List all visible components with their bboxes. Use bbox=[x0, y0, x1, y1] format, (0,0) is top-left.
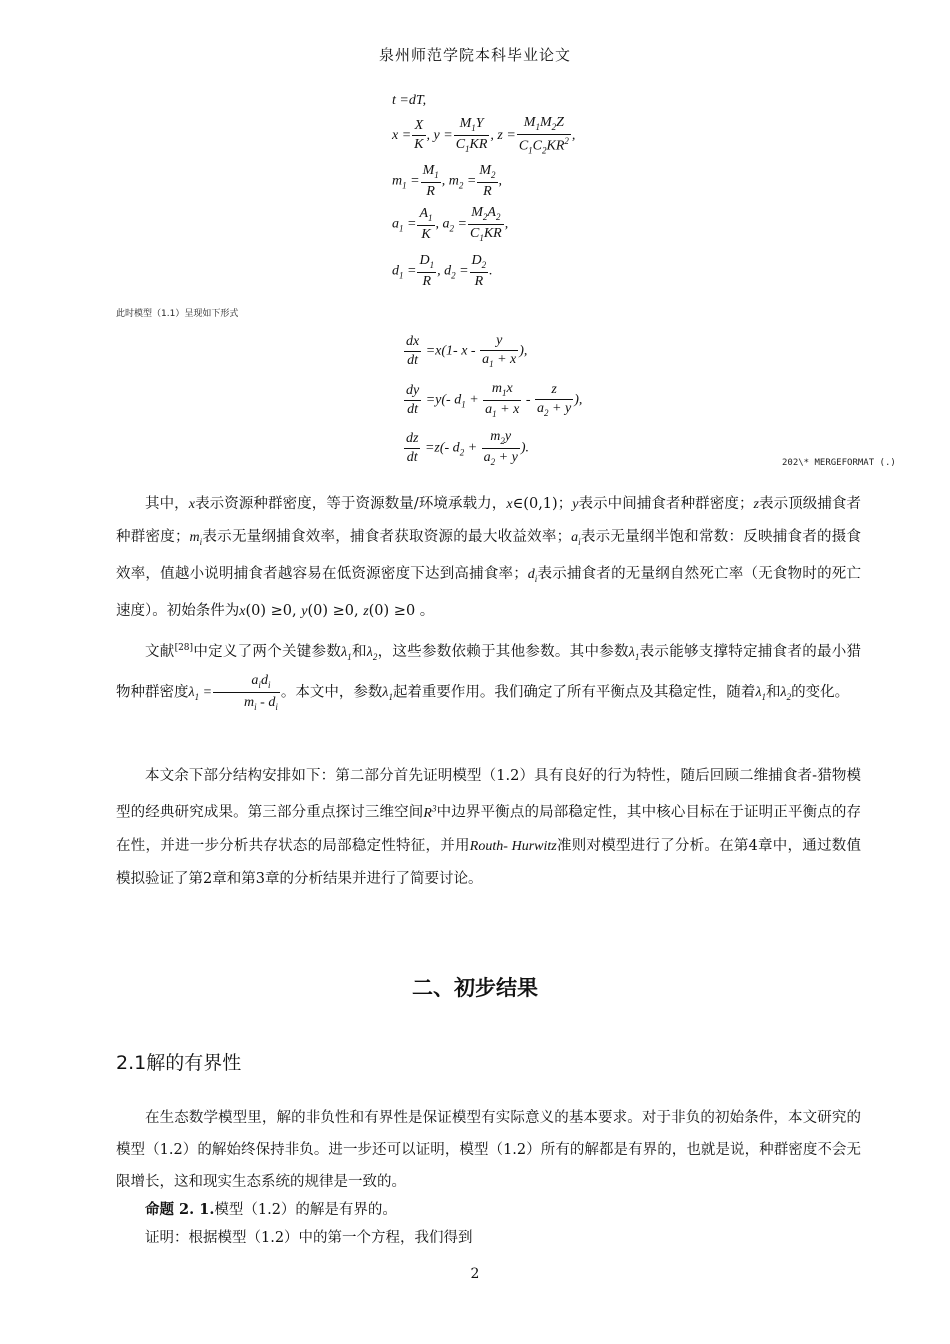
para-boundedness: 在生态数学模型里，解的非负性和有界性是保证模型有实际意义的基本要求。对于非负的初始条件，本文研究的模型（1.2）的解始终保持非负。进一步还可以证明，模型（1.2）所有的解都是有界的，也就是说，种群密度不会无限增长，这和现实生态系统的规律是一致的。 bbox=[116, 1110, 861, 1190]
equation-number: 202\* MERGEFORMAT (.) bbox=[782, 458, 896, 468]
para-variable-definitions: 其中，x表示资源种群密度，等于资源数量/环境承载力，x∈(0,1)；y表示中间捕食者种群密度；z表示顶级捕食者种群密度；$m_i$表示无量纲捕食效率，捕食者获取资源的最大收益效率；$a_i$表示无量纲半饱和常数：反映捕食者的摄食效率，值越小说明捕食者越容易在低资源密度下达到高捕食率；$d_i$表示捕食者的无量纲自然死亡率（无食物时的死亡速度）。初始条件为x(0) ≥0, y(0) ≥0, z(0) ≥0 。 bbox=[116, 496, 862, 619]
ode-dx: $\frac{dx}{dt}$ =x(1- x - $\frac{y}{a_1 + x}$ ), bbox=[406, 333, 528, 369]
eq-t: t =dT, bbox=[392, 93, 427, 108]
proposition: 命题 2. 1.模型（1.2）的解是有界的。 bbox=[145, 1201, 397, 1218]
section-title: 二、初步结果 bbox=[412, 976, 538, 1000]
eq-a: $a_1$ = $\frac{A_1}{K}$ , $a_2$ = $\frac{M_2A_2}{C_1KR}$ , bbox=[392, 205, 509, 243]
proposition-label: 命题 2. 1. bbox=[145, 1201, 215, 1218]
page-header: 泉州师范学院本科毕业论文 bbox=[378, 46, 571, 64]
eq-xyz: x = $\frac{X}{K}$ , y = $\frac{M_1Y}{C_1KR}$ , z = $\frac{M_1M_2Z}{C_1C_2KR^2}$ , bbox=[392, 115, 576, 156]
proof-start: 证明：根据模型（1.2）中的第一个方程，我们得到 bbox=[145, 1230, 473, 1246]
eq-m: $m_1$ = $\frac{M_1}{R}$ , $m_2$ = $\frac{M_2}{R}$ , bbox=[392, 163, 502, 199]
para-paper-structure: 本文余下部分结构安排如下：第二部分首先证明模型（1.2）具有良好的行为特性，随后回顾二维捕食者-猎物模型的经典研究成果。第三部分重点探讨三维空间$R^3$中边界平衡点的局部稳定性，其中核心目标在于证明正平衡点的存在性，并进一步分析共存状态的局部稳定性特征，并用Routh- Hurwitz准则对模型进行了分析。在第4章中，通过数值模拟验证了第2章和第3章的分析结果并进行了简要讨论。 bbox=[116, 768, 862, 887]
system-intro-note: 此时模型（1.1）呈现如下形式 bbox=[116, 309, 239, 319]
para-key-parameters: 文献[28]中定义了两个关键参数$\lambda_1$和$\lambda_2$，这些参数依赖于其他参数。其中参数$\lambda_1$表示能够支撑特定捕食者的最小猎物种群密度$\lambda_1$ = $\frac{a_id_i}{m_i - d_i}$ 。本文中，参数$\lambda_1$起着重要作用。我们确定了所有平衡点及其稳定性，随着$\lambda_1$和$\lambda_2$的变化。 bbox=[116, 643, 862, 713]
ode-dy: $\frac{dy}{dt}$ =y(- $d_1$ + $\frac{m_1x}{a_1 + x}$ - $\frac{z}{a_2 + y}$ ), bbox=[406, 381, 583, 419]
subsection-title: 2.1解的有界性 bbox=[116, 1052, 242, 1074]
page-number: 2 bbox=[470, 1266, 480, 1282]
eq-d: $d_1$ = $\frac{D_1}{R}$ , $d_2$ = $\frac{D_2}{R}$ . bbox=[392, 253, 493, 289]
ode-dz: $\frac{dz}{dt}$ =z(- $d_2$ + $\frac{m_2y}{a_2 + y}$ ). bbox=[406, 429, 529, 467]
